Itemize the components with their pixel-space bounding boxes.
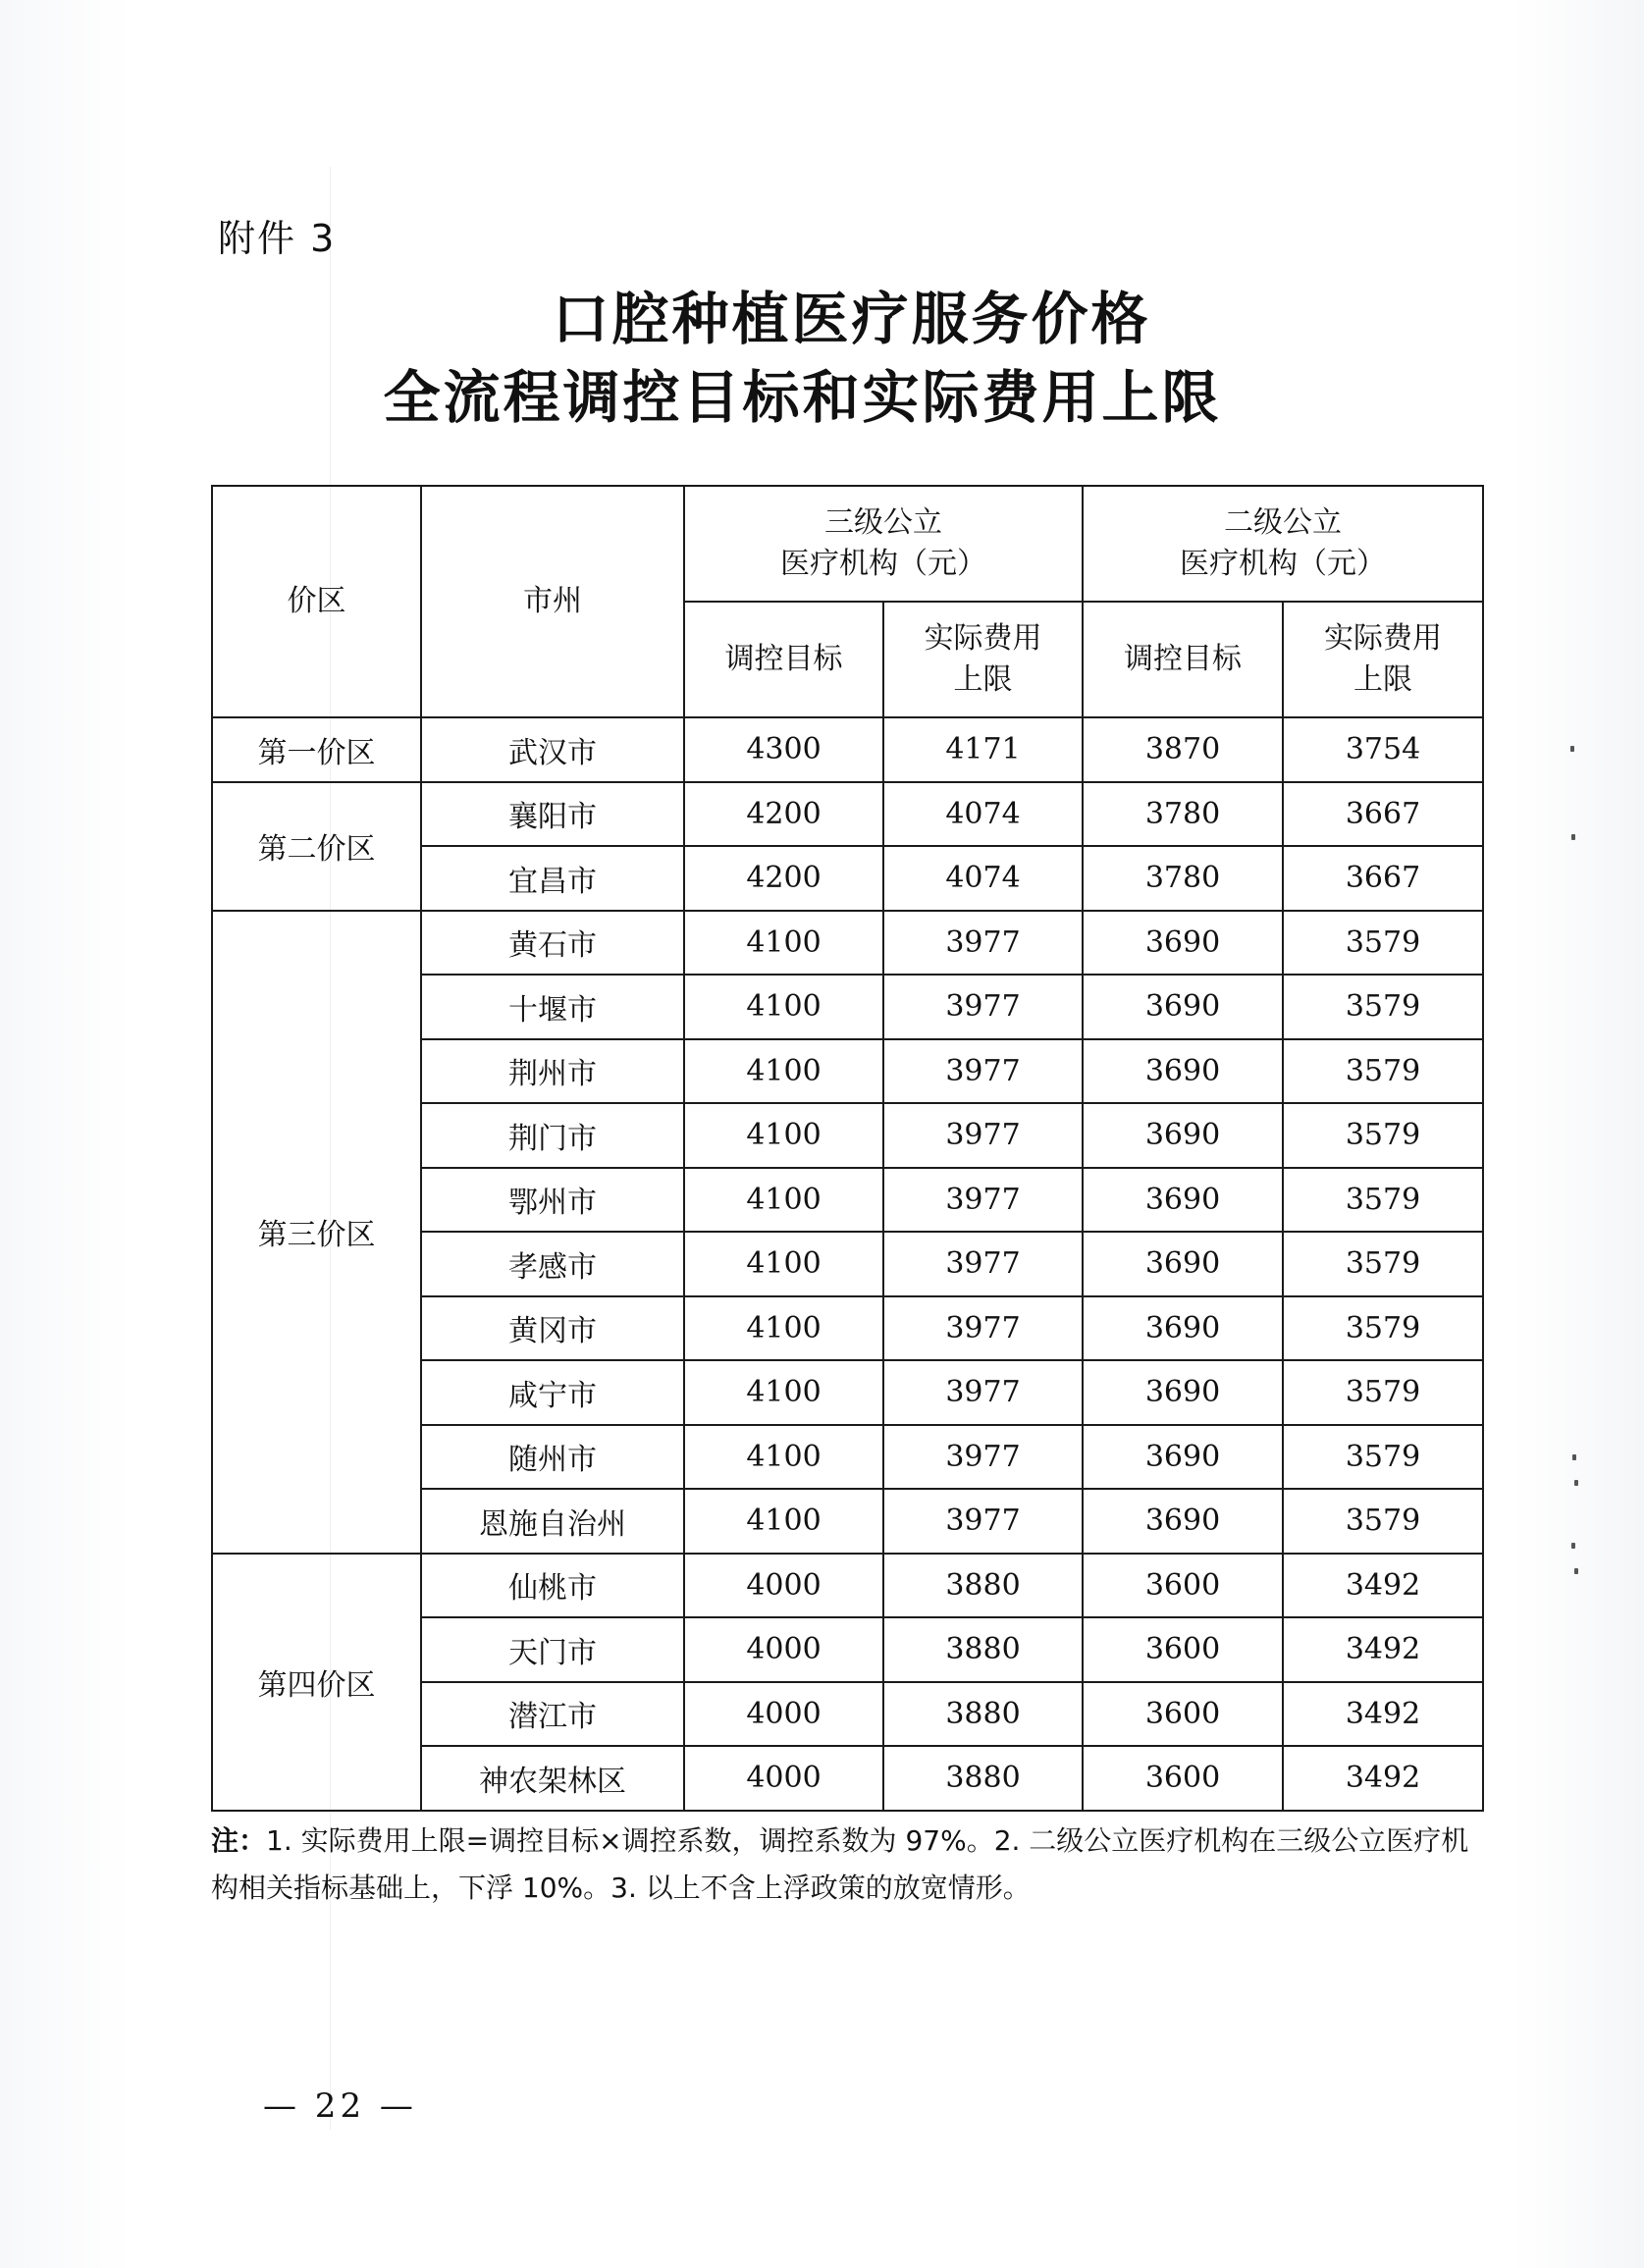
header-tier2-line-1: 二级公立: [1224, 505, 1342, 540]
cell-tier2-actual-cap: 3754: [1283, 717, 1483, 782]
cell-tier3-actual-cap: 3880: [883, 1682, 1083, 1747]
header-tier3-line-1: 三级公立: [824, 505, 942, 540]
cell-tier2-actual-cap: 3492: [1283, 1554, 1483, 1618]
cell-tier3-actual-cap: 3977: [883, 1232, 1083, 1296]
cell-tier3-control-target: 4100: [684, 1296, 883, 1361]
table-row: [212, 911, 1483, 976]
cell-tier2-actual-cap: 3579: [1283, 1039, 1483, 1104]
scan-speck: [1572, 1454, 1576, 1460]
cell-tier3-control-target: 4200: [684, 846, 883, 911]
document-title-line-2: 全流程调控目标和实际费用上限: [383, 364, 1222, 431]
header-actual-cap-line-2: 上限: [1353, 662, 1412, 697]
cell-city: 孝感市: [421, 1232, 684, 1296]
scan-speck: [1574, 1480, 1578, 1486]
header-actual-cap-line-1: 实际费用: [924, 621, 1042, 656]
cell-tier3-actual-cap: 3977: [883, 1168, 1083, 1233]
cell-tier3-control-target: 4100: [684, 1039, 883, 1104]
cell-tier3-actual-cap: 3977: [883, 1103, 1083, 1168]
cell-tier3-actual-cap: 3977: [883, 911, 1083, 976]
header-tier2-line-2: 医疗机构（元）: [1180, 547, 1386, 581]
cell-city: 恩施自治州: [421, 1489, 684, 1554]
cell-tier2-actual-cap: 3667: [1283, 846, 1483, 911]
cell-tier2-control-target: 3690: [1083, 1103, 1283, 1168]
cell-tier3-actual-cap: 3977: [883, 1425, 1083, 1490]
document-title-line-1: 口腔种植医疗服务价格: [552, 286, 1151, 352]
cell-tier3-control-target: 4100: [684, 911, 883, 976]
cell-tier2-actual-cap: 3492: [1283, 1746, 1483, 1811]
cell-city: 仙桃市: [421, 1554, 684, 1618]
header-tier3-line-2: 医疗机构（元）: [780, 547, 986, 581]
cell-tier2-actual-cap: 3667: [1283, 782, 1483, 847]
cell-city: 武汉市: [421, 717, 684, 782]
cell-tier2-control-target: 3600: [1083, 1554, 1283, 1618]
page-number: — 22 —: [263, 2086, 417, 2126]
cell-tier3-actual-cap: 3880: [883, 1746, 1083, 1811]
table-body: [212, 717, 1483, 1811]
cell-price-zone: 第二价区: [212, 782, 421, 911]
table-row: [212, 1554, 1483, 1618]
footnote: [211, 1818, 1487, 1912]
scan-speck: [1571, 834, 1575, 840]
cell-tier2-control-target: 3600: [1083, 1617, 1283, 1682]
cell-city: 潜江市: [421, 1682, 684, 1747]
cell-city: 荆州市: [421, 1039, 684, 1104]
cell-tier2-control-target: 3690: [1083, 911, 1283, 976]
cell-tier3-control-target: 4000: [684, 1682, 883, 1747]
cell-city: 宜昌市: [421, 846, 684, 911]
scan-speck: [1570, 746, 1574, 752]
table-row: [212, 717, 1483, 782]
cell-tier2-control-target: 3870: [1083, 717, 1283, 782]
header-price-zone: 价区: [212, 486, 421, 717]
cell-tier3-control-target: 4100: [684, 1425, 883, 1490]
cell-price-zone: 第一价区: [212, 717, 421, 782]
header-tier3-control-target: 调控目标: [684, 602, 883, 717]
cell-tier2-control-target: 3690: [1083, 975, 1283, 1039]
cell-tier2-control-target: 3690: [1083, 1489, 1283, 1554]
cell-tier3-control-target: 4100: [684, 1103, 883, 1168]
cell-city: 神农架林区: [421, 1746, 684, 1811]
cell-tier2-control-target: 3690: [1083, 1232, 1283, 1296]
header-actual-cap-line-2: 上限: [953, 662, 1013, 697]
header-tier2-actual-cap: [1283, 602, 1483, 717]
cell-tier2-control-target: 3780: [1083, 846, 1283, 911]
cell-tier3-control-target: 4100: [684, 1232, 883, 1296]
cell-tier3-actual-cap: 3977: [883, 975, 1083, 1039]
cell-tier2-control-target: 3690: [1083, 1296, 1283, 1361]
cell-tier3-control-target: 4000: [684, 1554, 883, 1618]
cell-city: 荆门市: [421, 1103, 684, 1168]
cell-tier2-actual-cap: 3579: [1283, 1425, 1483, 1490]
cell-tier2-control-target: 3780: [1083, 782, 1283, 847]
cell-tier2-actual-cap: 3579: [1283, 911, 1483, 976]
cell-city: 天门市: [421, 1617, 684, 1682]
cell-tier2-actual-cap: 3579: [1283, 1168, 1483, 1233]
cell-tier2-control-target: 3690: [1083, 1425, 1283, 1490]
footnote-text: 1. 实际费用上限=调控目标×调控系数，调控系数为 97%。2. 二级公立医疗机构在三级公立医疗机构相关指标基础上，下浮 10%。3. 以上不含上浮政策的放宽情形。: [211, 1824, 1469, 1904]
cell-tier3-actual-cap: 4074: [883, 846, 1083, 911]
cell-tier3-actual-cap: 3880: [883, 1554, 1083, 1618]
cell-price-zone: 第四价区: [212, 1554, 421, 1811]
cell-city: 咸宁市: [421, 1360, 684, 1425]
cell-tier2-actual-cap: 3579: [1283, 1232, 1483, 1296]
cell-tier2-control-target: 3690: [1083, 1039, 1283, 1104]
cell-tier2-actual-cap: 3579: [1283, 1489, 1483, 1554]
price-table: [211, 485, 1484, 1812]
header-tier3: [684, 486, 1083, 602]
cell-tier3-actual-cap: 3977: [883, 1360, 1083, 1425]
cell-tier3-control-target: 4100: [684, 975, 883, 1039]
cell-tier3-control-target: 4000: [684, 1617, 883, 1682]
cell-tier2-control-target: 3600: [1083, 1746, 1283, 1811]
header-actual-cap-line-1: 实际费用: [1324, 621, 1442, 656]
footnote-label: 注：: [211, 1824, 267, 1857]
cell-price-zone: 第三价区: [212, 911, 421, 1554]
header-city: 市州: [421, 486, 684, 717]
cell-tier2-actual-cap: 3579: [1283, 1360, 1483, 1425]
annex-label: 附件 3: [218, 217, 337, 260]
cell-tier3-control-target: 4200: [684, 782, 883, 847]
cell-tier3-control-target: 4000: [684, 1746, 883, 1811]
scan-speck: [1571, 1543, 1575, 1549]
header-tier2-control-target: 调控目标: [1083, 602, 1283, 717]
cell-tier3-actual-cap: 3977: [883, 1489, 1083, 1554]
cell-city: 鄂州市: [421, 1168, 684, 1233]
cell-tier2-control-target: 3690: [1083, 1360, 1283, 1425]
cell-tier2-actual-cap: 3579: [1283, 1103, 1483, 1168]
cell-city: 黄冈市: [421, 1296, 684, 1361]
cell-tier2-control-target: 3600: [1083, 1682, 1283, 1747]
cell-tier3-actual-cap: 4074: [883, 782, 1083, 847]
cell-city: 襄阳市: [421, 782, 684, 847]
cell-tier3-actual-cap: 3977: [883, 1039, 1083, 1104]
cell-city: 十堰市: [421, 975, 684, 1039]
cell-tier2-actual-cap: 3492: [1283, 1682, 1483, 1747]
table-row: [212, 782, 1483, 847]
header-tier2: [1083, 486, 1483, 602]
cell-tier3-control-target: 4300: [684, 717, 883, 782]
cell-city: 随州市: [421, 1425, 684, 1490]
cell-city: 黄石市: [421, 911, 684, 976]
cell-tier3-actual-cap: 3977: [883, 1296, 1083, 1361]
cell-tier3-actual-cap: 3880: [883, 1617, 1083, 1682]
cell-tier3-control-target: 4100: [684, 1360, 883, 1425]
scan-speck: [1574, 1568, 1578, 1574]
cell-tier2-control-target: 3690: [1083, 1168, 1283, 1233]
cell-tier3-control-target: 4100: [684, 1489, 883, 1554]
cell-tier2-actual-cap: 3579: [1283, 975, 1483, 1039]
cell-tier3-actual-cap: 4171: [883, 717, 1083, 782]
cell-tier2-actual-cap: 3492: [1283, 1617, 1483, 1682]
header-tier3-actual-cap: [883, 602, 1083, 717]
cell-tier2-actual-cap: 3579: [1283, 1296, 1483, 1361]
cell-tier3-control-target: 4100: [684, 1168, 883, 1233]
header-row-1: [212, 486, 1483, 602]
